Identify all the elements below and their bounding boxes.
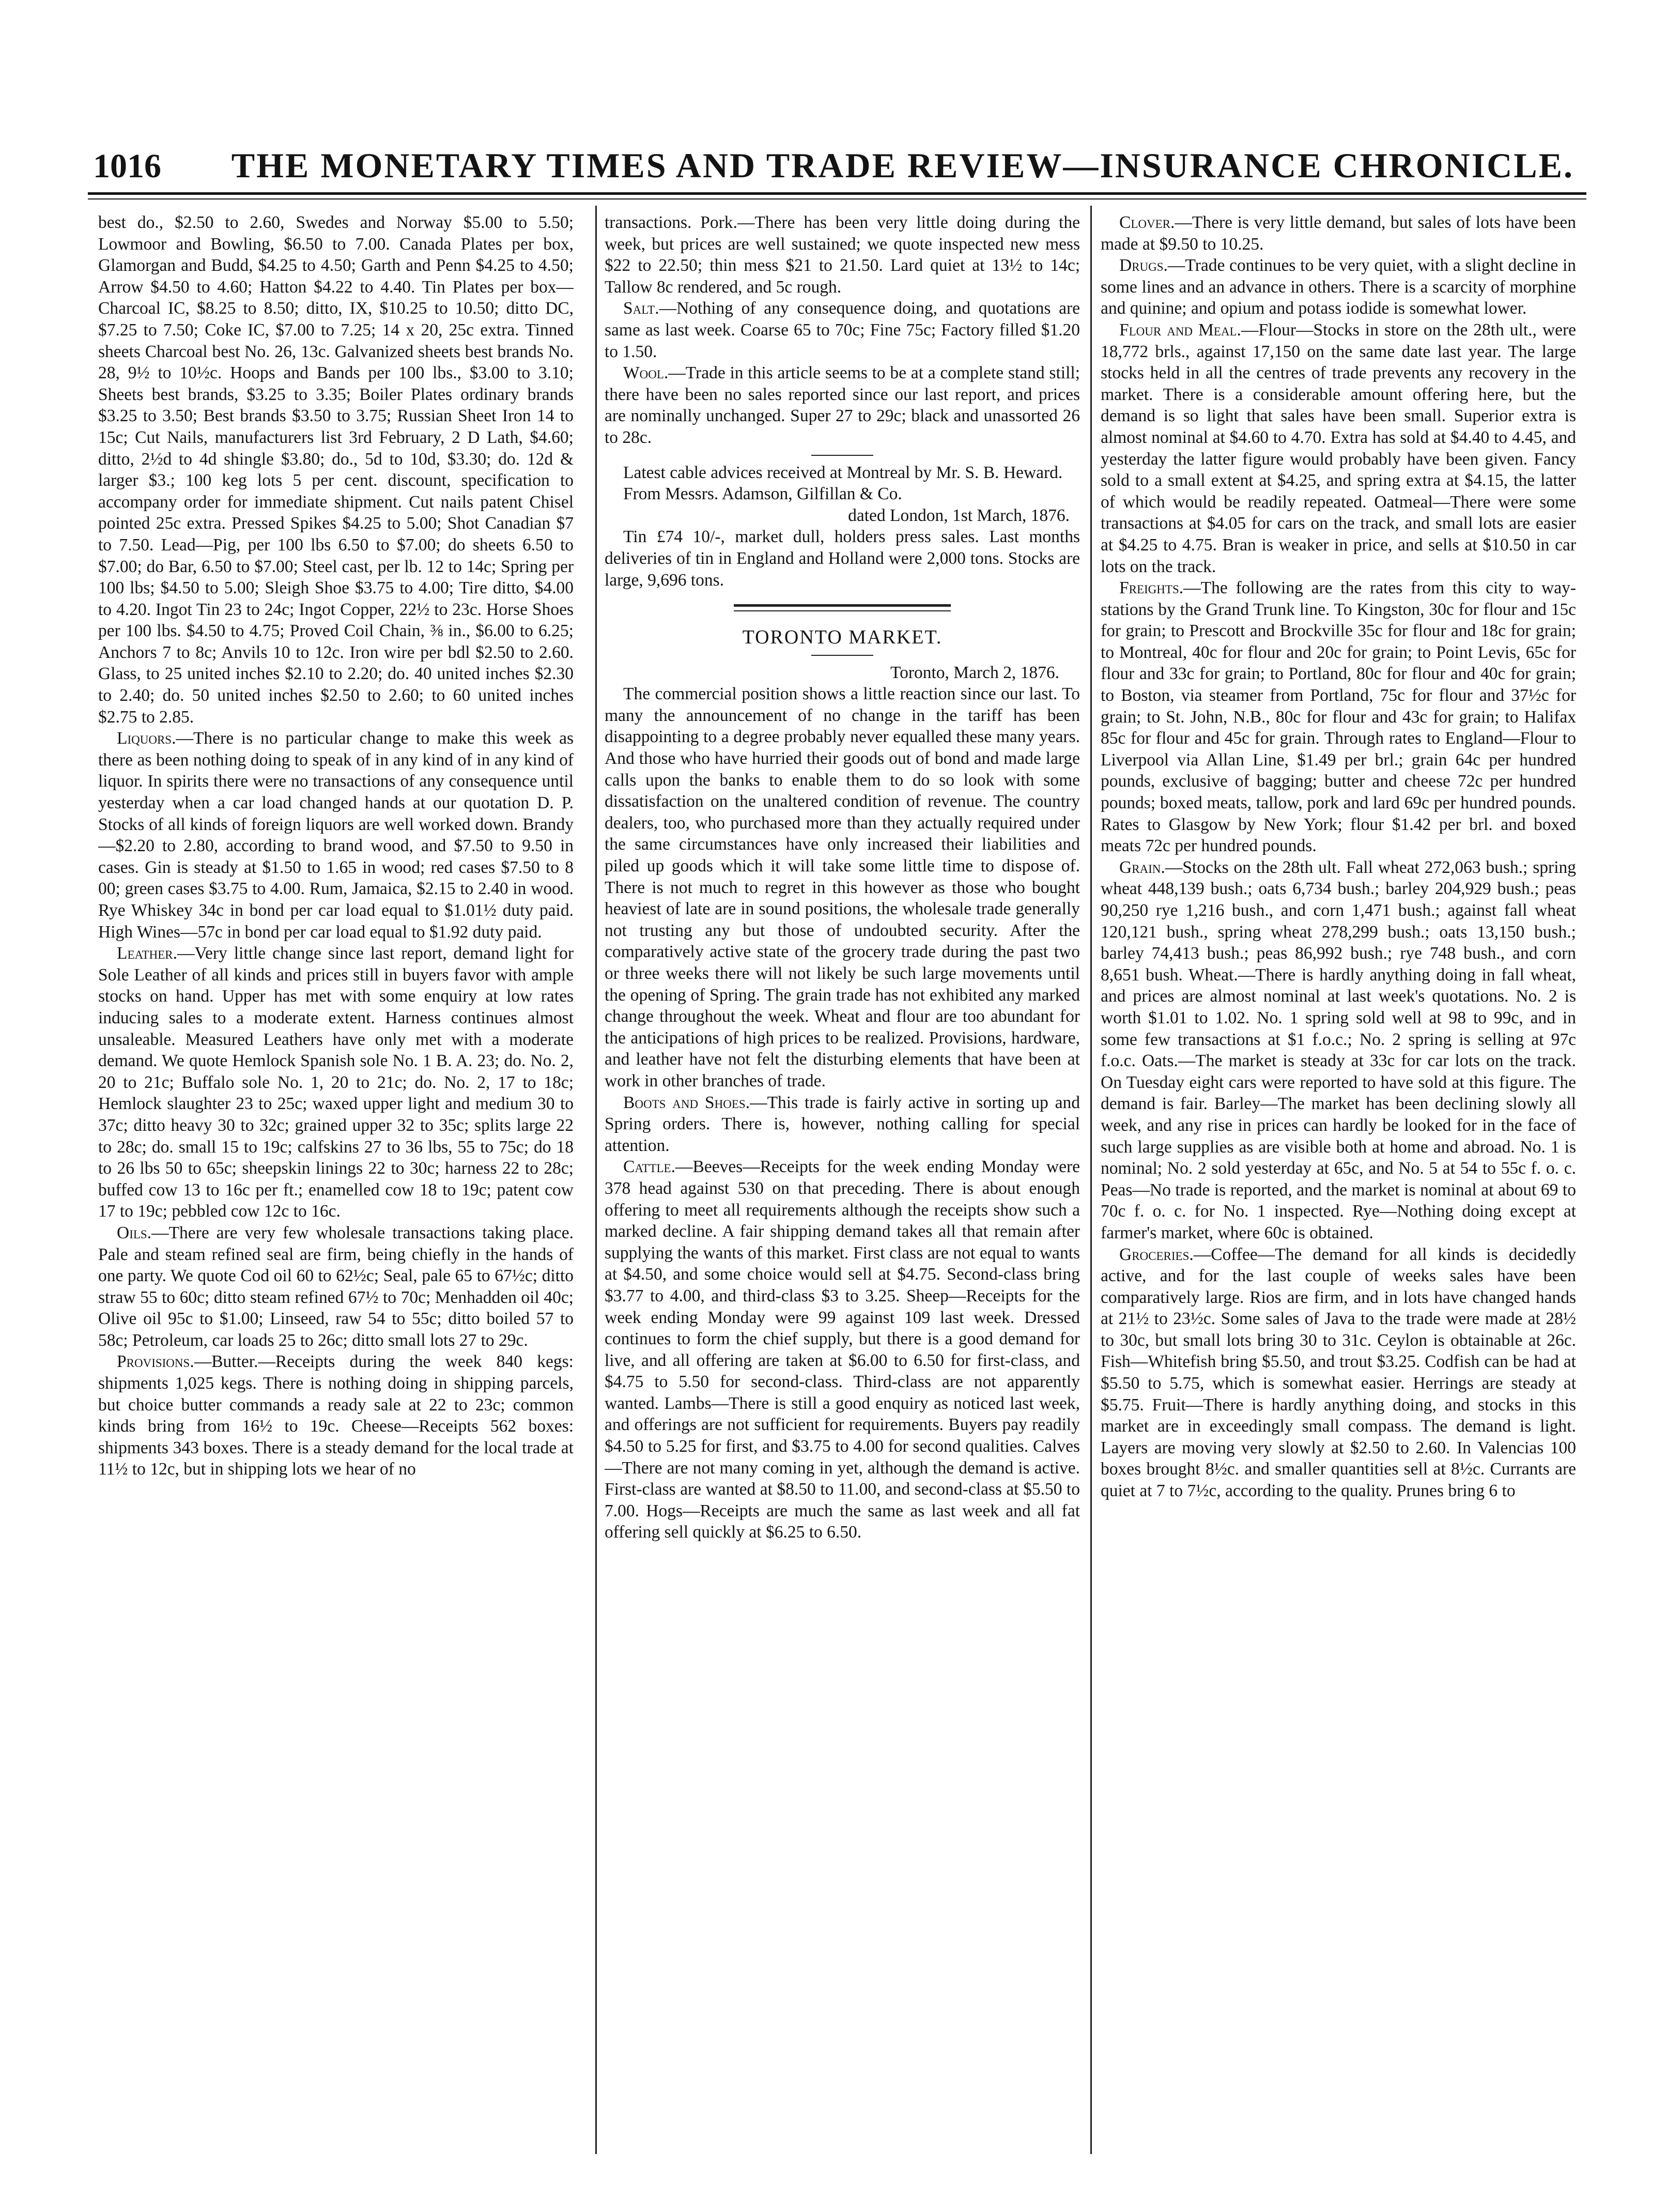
section-heading: Salt.	[623, 299, 659, 318]
paragraph-pork: transactions. Pork.—There has been very little doing during the week, but prices are well sustained; we quote inspected new mess $22 to 22.50; thin mess $21 to 21.50. Lard quiet at 13½ to 14c; Tallow 8c rendered, and 5c rough.	[605, 213, 1080, 297]
cable-tin: Tin £74 10/-, market dull, holders press sales. Last months deliveries of tin in England and Holland were 2,000 tons. Stocks are large, 9,696 tons.	[605, 527, 1080, 590]
section-heading: Groceries.	[1119, 1245, 1194, 1264]
paragraph-drugs	[1101, 255, 1576, 319]
paragraph-freights	[1101, 577, 1576, 857]
paragraph-grain	[1101, 857, 1576, 1244]
paragraph-groceries	[1101, 1244, 1576, 1502]
double-rule	[734, 604, 951, 611]
header-rule-thin	[88, 198, 1586, 199]
section-heading: Oils.	[117, 1223, 152, 1242]
section-body: —The following are the rates from this city to way-stations by the Grand Trunk line. To Kingston, 30c for flour and 15c for grain; to Prescott and Brockville 35c for flour and 18c for grain; to Montreal, 40c for flour and 20c for grain; to Point Levis, 65c for flour and 33c for grain; to Portland, 80c for flour and 40c for grain; to Boston, via steamer from Portland, 75c for flour and 37½c for grain; to St. John, N.B., 80c for flour and 43c for grain; to Halifax 85c for flour and 45c for grain. Through rates to England—Flour to Liverpool via Allan Line, $1.49 per brl.; grain 64c per hundred pounds, exclusive of bagging; butter and cheese 72c per hundred pounds; boxed meats, tallow, pork and lard 69c per hundred pounds. Rates to Glasgow by New York; flour $1.42 per brl. and boxed meats 72c per hundred pounds.	[1101, 578, 1576, 856]
paragraph-wool	[605, 362, 1080, 448]
section-heading: Provisions.	[117, 1352, 194, 1372]
section-heading: Grain.	[1119, 857, 1165, 877]
section-body: —Trade in this article seems to be at a complete stand still; there have been no sales reported since our last report, and prices are nominally unchanged. Super 27 to 29c; black and unassorted 26 to 28c.	[605, 363, 1080, 447]
paragraph-cattle	[605, 1156, 1080, 1543]
paragraph-provisions	[98, 1351, 574, 1480]
section-body: —There is very little demand, but sales of lots have been made at $9.50 to 10.25.	[1101, 213, 1576, 254]
market-dateline: Toronto, March 2, 1876.	[890, 663, 1059, 682]
section-body: —Beeves—Receipts for the week ending Monday were 378 head against 530 on that preceding. There is about enough offering to meet all requirements although the receipts show such a marked decline. A fair shipping demand takes all that remain after supplying the wants of this market. First class are not equal to wants at $4.50, and some choice would sell at $4.75. Second-class bring $3.77 to 4.00, and third-class $3 to 3.25. Sheep—Receipts for the week ending Monday were 99 against 109 last week. Dressed continues to form the chief supply, but there is a good demand for live, and all offering are taken at $6.00 to 6.50 for first-class, and $4.75 to 5.50 for second-class. Third-class are not apparently wanted. Lambs—There is still a good enquiry as noticed last week, and offerings are not sufficient for requirements. Buyers pay readily $4.50 to 5.25 for first, and $3.75 to 4.00 for second qualities. Calves—There are not many coming in yet, although the demand is active. First-class are wanted at $8.50 to 11.00, and second-class at $5.50 to 7.00. Hogs—Receipts are much the same as last week and all fat offering sell quickly at $6.25 to 6.50.	[605, 1157, 1080, 1542]
section-body: —Nothing of any consequence doing, and quotations are same as last week. Coarse 65 to 70c; Fine 75c; Factory filled $1.20 to 1.50.	[605, 299, 1080, 361]
section-heading: Boots and Shoes.	[623, 1093, 750, 1112]
section-body: —Butter.—Receipts during the week 840 kegs: shipments 1,025 kegs. There is nothing doing in shipping parcels, but choice butter commands a ready sale at 22 to 23c; common kinds bring from 16½ to 19c. Cheese—Receipts 562 boxes: shipments 343 boxes. There is a steady demand for the local trade at 11½ to 12c, but in shipping lots we hear of no	[98, 1352, 574, 1479]
paragraph-oils	[98, 1222, 574, 1351]
section-heading: Liquors.	[117, 729, 176, 748]
paragraph-liquors	[98, 728, 574, 943]
column-2	[605, 212, 1080, 2155]
section-heading: Leather.	[117, 944, 177, 963]
section-body: —Coffee—The demand for all kinds is decidedly active, and for the last couple of weeks sales have been comparatively large. Rios are firm, and in lots have changed hands at 21½ to 23½c. Some sales of Java to the trade were made at 28½ to 30c, but small lots bring 30 to 31c. Ceylon is obtainable at 26c. Fish—Whitefish bring $5.50, and trout $3.25. Codfish can be had at $5.50 to 5.75, which is somewhat easier. Herrings are steady at $5.75. Fruit—There is hardly anything doing, and stocks in this market are in exceedingly small compass. The demand is light. Layers are moving very slowly at $2.50 to 2.60. In Valencias 100 boxes brought 8½c. and smaller quantities sell at 8½c. Currants are quiet at 7 to 7½c, according to the quality. Prunes bring 6 to	[1101, 1245, 1576, 1501]
cable-from: From Messrs. Adamson, Gilfillan & Co.	[623, 484, 902, 504]
section-heading: Wool.	[623, 363, 669, 383]
column-3	[1101, 212, 1576, 2155]
paragraph-hardware: best do., $2.50 to 2.60, Swedes and Norway $5.00 to 5.50; Lowmoor and Bowling, $6.50 to 7.00. Canada Plates per box, Glamorgan and Budd, $4.25 to 4.50; Garth and Penn $4.25 to 4.50; Arrow $4.50 to 4.60; Hatton $4.22 to 4.40. Tin Plates per box—Charcoal IC, $8.25 to 8.50; ditto, IX, $10.25 to 10.50; ditto DC, $7.25 to 7.50; Coke IC, $7.00 to 7.25; 14 x 20, 25c extra. Tinned sheets Charcoal best No. 26, 13c. Galvanized sheets best brands No. 28, 9½ to 10½c. Hoops and Bands per 100 lbs., $3.00 to 3.10; Sheets best brands, $3.25 to 3.35; Boiler Plates ordinary brands $3.25 to 3.50; Best brands $3.50 to 3.75; Russian Sheet Iron 14 to 15c; Cut Nails, manufacturers list 3rd February, 2 D Lath, $4.60; ditto, 2½d to 4d shingle $3.80; do., 5d to 10d, $3.30; do. 12d & larger $3.; 100 keg lots 5 per cent. discount, specification to accompany order for immediate shipment. Cut nails patent Chisel pointed 25c extra. Pressed Spikes $4.25 to 5.00; Shot Canadian $7 to 7.50. Lead—Pig, per 100 lbs 6.50 to $7.00; do sheets 6.50 to $7.00; do Bar, 6.50 to $7.00; Steel cast, per lb. 12 to 14c; Spring per 100 lbs; $4.50 to 5.00; Sleigh Shoe $3.75 to 4.00; Tire ditto, $4.00 to 4.20. Ingot Tin 23 to 24c; Ingot Copper, 22½ to 23c. Horse Shoes per 100 lbs. $4.50 to 4.75; Proved Coil Chain, ⅜ in., $6.00 to 6.25; Anchors 7 to 8c; Anvils 10 to 12c. Iron wire per bdl $2.50 to 2.60. Glass, to 25 united inches $2.10 to 2.20; do. 40 united inches $2.30 to 2.40; do. 50 united inches $2.50 to 2.60; to 60 united inches $2.75 to 2.85.	[98, 213, 574, 727]
cable-advice: Latest cable advices received at Montreal by Mr. S. B. Heward.	[623, 463, 1063, 482]
column-1	[98, 212, 574, 2155]
section-heading: Flour and Meal.	[1119, 320, 1241, 340]
paragraph-flour	[1101, 319, 1576, 577]
section-heading: Freights.	[1119, 578, 1184, 598]
market-title: TORONTO MARKET.	[742, 626, 943, 649]
section-body: —Flour—Stocks in store on the 28th ult., were 18,772 brls., against 17,150 on the same date last year. The large stocks held in all the centres of trade prevents any recovery in the market. There is a considerable amount offering here, but the demand is so light that sales have been small. Superior extra is almost nominal at $4.60 to 4.70. Extra has sold at $4.40 to 4.45, and yesterday the latter figure would probably have been given. Fancy sold to a small extent at $4.25, and spring extra at $4.15, the latter of which would be readily repeated. Oatmeal—There were some transactions at $4.05 for cars on the track, and small lots are easier at $4.25 to 4.75. Bran is weaker in price, and sells at $10.50 in car lots on the track.	[1101, 320, 1576, 576]
section-body: —Very little change since last report, demand light for Sole Leather of all kinds and prices still in buyers favor with ample stocks on hand. Upper has met with some enquiry at low rates inducing sales to a moderate extent. Harness continues almost unsaleable. Measured Leathers have only met with a moderate demand. We quote Hemlock Spanish sole No. 1 B. A. 23; do. No. 2, 20 to 21c; Buffalo sole No. 1, 20 to 21c; do. No. 2, 17 to 18c; Hemlock slaughter 23 to 25c; waxed upper light and medium 30 to 37c; ditto heavy 30 to 32c; grained upper 32 to 35c; splits large 22 to 28c; do. small 15 to 19c; calfskins 27 to 36 lbs, 55 to 75c; do 18 to 26 lbs 50 to 65c; sheepskin linings 22 to 30c; harness 22 to 28c; buffed cow 13 to 16c per ft.; enamelled cow 18 to 19c; patent cow 17 to 19c; pebbled cow 12c to 16c.	[98, 944, 574, 1221]
column-divider	[1090, 206, 1092, 2154]
cable-dateline: dated London, 1st March, 1876.	[848, 505, 1070, 525]
section-heading: Clover.	[1119, 213, 1175, 232]
column-divider	[595, 206, 597, 2154]
section-heading: Cattle.	[623, 1157, 675, 1177]
section-body: —Stocks on the 28th ult. Fall wheat 272,063 bush.; spring wheat 448,139 bush.; oats 6,734 bush.; barley 204,929 bush.; peas 90,250 rye 1,216 bush., and corn 1,471 bush.; against fall wheat 120,121 bush., spring wheat 278,299 bush.; oats 13,150 bush.; barley 74,413 bush.; peas 86,992 bush.; rye 748 bush., and corn 8,651 bush. Wheat.—There is hardly anything doing in fall wheat, and prices are almost nominal at last week's quotations. No. 2 is worth $1.01 to 1.02. No. 1 spring sold well at 98 to 99c, and in some few transactions at $1 f.o.c.; No. 2 spring is selling at 97c f.o.c. Oats.—The market is steady at 33c for car lots on the track. On Tuesday eight cars were reported to have sold at this figure. The demand is fair. Barley—The market has been declining slowly all week, and any rise in prices can hardly be looked for in the face of such large supplies as are visible both at home and abroad. No. 1 is nominal; No. 2 sold yesterday at 65c, and No. 5 at 54 to 55c f. o. c. Peas—No trade is reported, and the market is nominal at about 69 to 70c f. o. c. for No. 1 inspected. Rye—Nothing doing except at farmer's market, where 60c is obtained.	[1101, 857, 1576, 1242]
section-heading: Drugs.	[1119, 256, 1168, 275]
page-number: 1016	[93, 147, 161, 185]
short-rule	[811, 455, 873, 456]
paragraph-boots	[605, 1092, 1080, 1157]
journal-title: THE MONETARY TIMES AND TRADE REVIEW—INSURANCE CHRONICLE.	[231, 146, 1574, 185]
paragraph-leather	[98, 943, 574, 1222]
paragraph-intro: The commercial position shows a little reaction since our last. To many the announcement of no change in the tariff has been disappointing to a degree probably never equalled these many years. And those who have hurried their goods out of bond and made large calls upon the banks to enable them to do so look with some dissatisfaction on the unaltered condition of revenue. The country dealers, too, who purchased more than they actually required under the same circumstances have only increased their liabilities and piled up goods which it will take some little time to dispose of. There is not much to regret in this however as those who bought heaviest of late are in sound positions, the wholesale trade generally not trusting any but those of undoubted security. After the comparatively active state of the grocery trade during the past two or three weeks there will not likely be such large movements until the opening of Spring. The grain trade has not exhibited any marked change throughout the week. Wheat and flour are too abundant for the anticipations of high prices to be realized. Provisions, hardware, and leather have not felt the disturbing elements that have been at work in other branches of trade.	[605, 684, 1080, 1090]
section-body: —There are very few wholesale transactions taking place. Pale and steam refined seal are firm, being chiefly in the hands of one party. We quote Cod oil 60 to 62½c; Seal, pale 65 to 67½c; ditto straw 55 to 60c; ditto steam refined 67½ to 70c; Menhadden oil 40c; Olive oil 95c to $1.00; Linseed, raw 54 to 55c; ditto boiled 57 to 58c; Petroleum, car loads 25 to 26c; ditto small lots 27 to 29c.	[98, 1223, 574, 1350]
paragraph-clover	[1101, 212, 1576, 255]
page-header	[93, 124, 1574, 186]
header-rule	[88, 192, 1586, 195]
section-body: —Trade continues to be very quiet, with a slight decline in some lines and an advance in others. There is a scarcity of morphine and quinine; and opium and potass iodide is somewhat lower.	[1101, 256, 1576, 318]
paragraph-salt	[605, 298, 1080, 362]
short-rule	[811, 655, 873, 656]
section-body: —This trade is fairly active in sorting up and Spring orders. There is, however, nothing calling for special attention.	[605, 1093, 1080, 1155]
section-body: —There is no particular change to make this week as there as been nothing doing to speak of in any kind of in any kind of liquor. In spirits there were no transactions of any consequence until yesterday when a car load changed hands at our quotation D. P. Stocks of all kinds of foreign liquors are well worked down. Brandy—$2.20 to 2.80, according to brand wood, and $7.50 to 9.50 in cases. Gin is steady at $1.50 to 1.65 in wood; red cases $7.50 to 8 00; green cases $3.75 to 4.00. Rum, Jamaica, $2.15 to 2.40 in wood. Rye Whiskey 34c in bond per car load equal to $1.01½ duty paid. High Wines—57c in bond per car load equal to $1.92 duty paid.	[98, 729, 574, 942]
